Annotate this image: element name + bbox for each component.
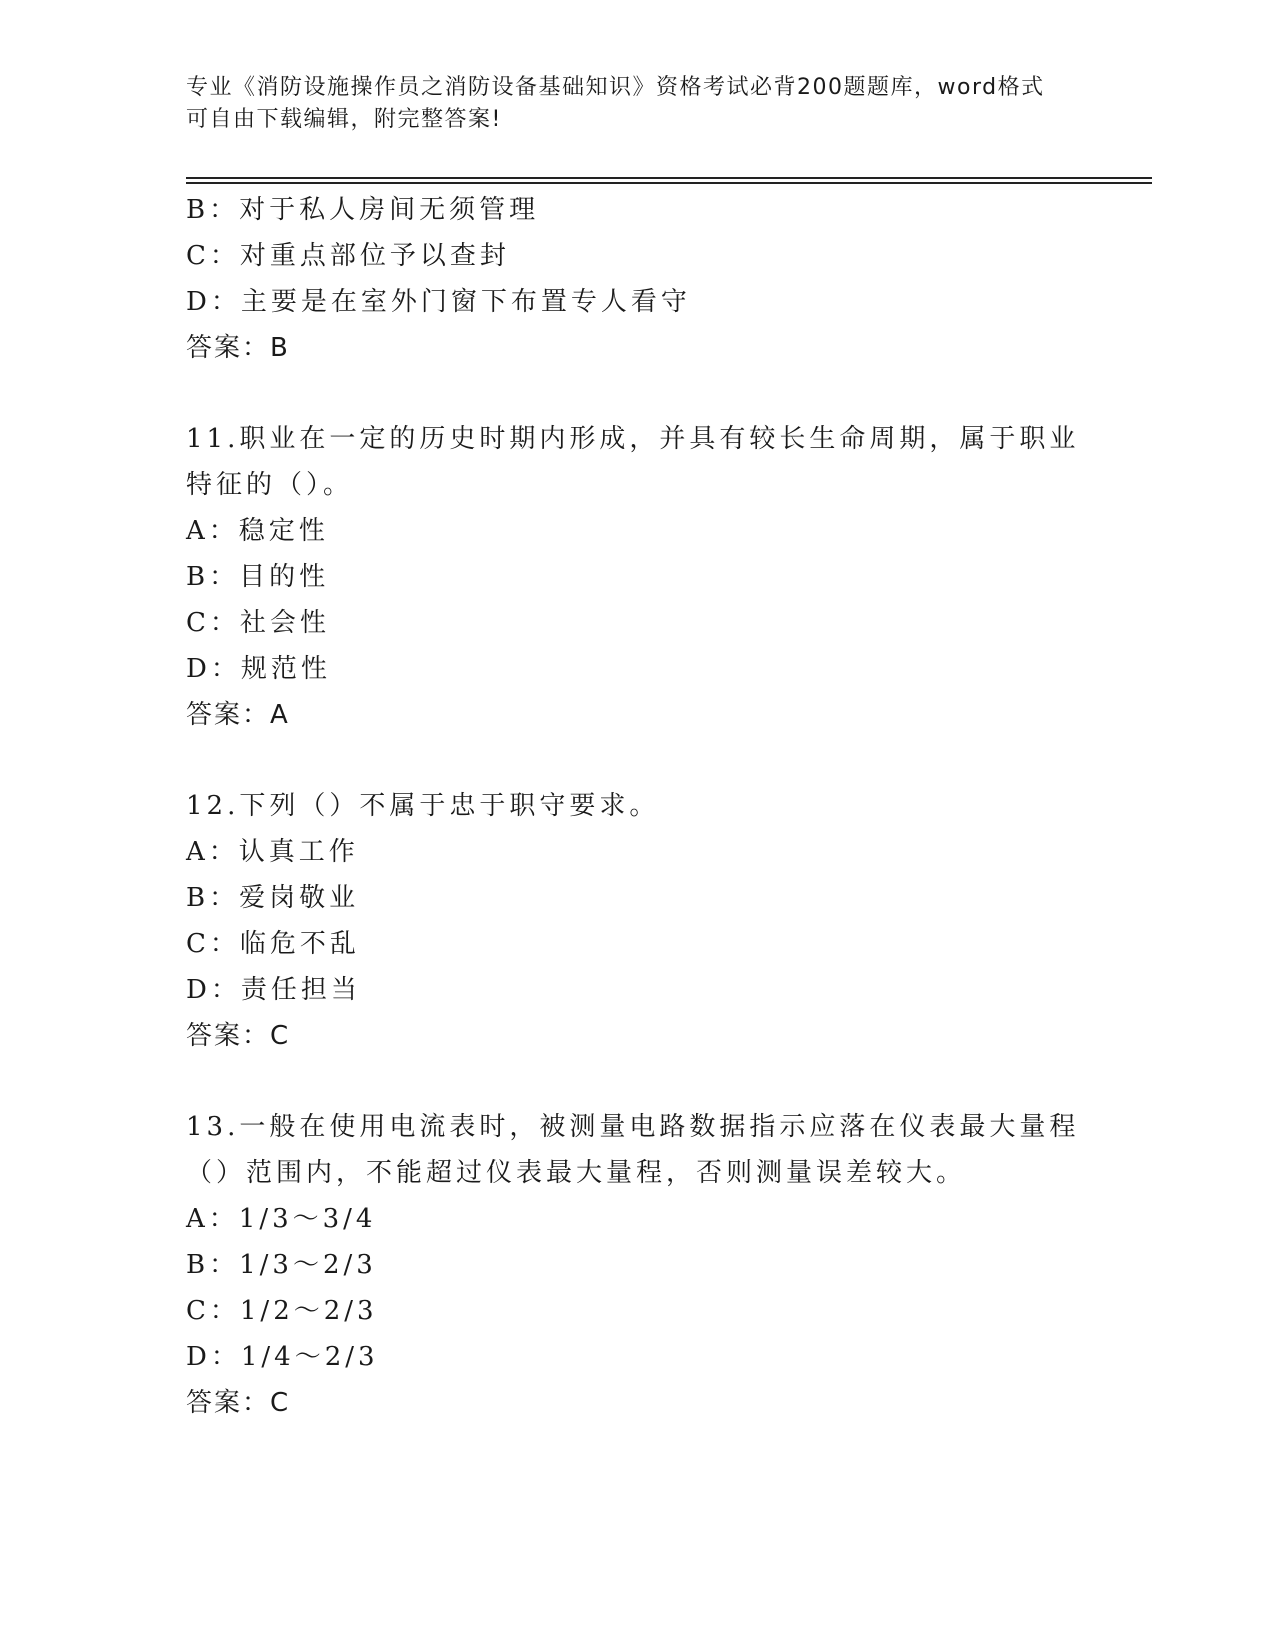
- option-c: C：社会性: [186, 608, 330, 638]
- option-d: D：1/4～2/3: [186, 1342, 379, 1372]
- question-text: 11.职业在一定的历史时期内形成，并具有较长生命周期，属于职业特征的（）。: [186, 424, 1080, 500]
- option-a: A：认真工作: [186, 837, 359, 867]
- option-c: C：对重点部位予以查封: [186, 241, 510, 271]
- option-a: A：1/3～3/4: [186, 1204, 377, 1234]
- header-rule-bottom: [186, 182, 1152, 184]
- question-gap: [186, 738, 1086, 783]
- header-title: 专业《消防设施操作员之消防设备基础知识》资格考试必背200题题库，word格式可自由下载编辑，附完整答案!: [186, 75, 1045, 132]
- document-header: [186, 72, 1066, 136]
- option-b: B：1/3～2/3: [186, 1250, 377, 1280]
- question-block-13: [186, 1104, 1086, 1426]
- question-block-12: [186, 783, 1086, 1059]
- answer-line: 答案：A: [186, 700, 290, 730]
- option-b: B：爱岗敬业: [186, 883, 360, 913]
- option-b: B：目的性: [186, 562, 330, 592]
- question-block-11: [186, 416, 1086, 738]
- question-text: 13.一般在使用电流表时，被测量电路数据指示应落在仪表最大量程（）范围内，不能超过仪表最大量程，否则测量误差较大。: [186, 1112, 1080, 1188]
- answer-line: 答案：C: [186, 1021, 291, 1051]
- option-c: C：临危不乱: [186, 929, 360, 959]
- answer-line: 答案：C: [186, 1388, 291, 1418]
- question-gap: [186, 1059, 1086, 1104]
- option-d: D：责任担当: [186, 975, 361, 1005]
- option-d: D：规范性: [186, 654, 331, 684]
- option-c: C：1/2～2/3: [186, 1296, 378, 1326]
- question-gap: [186, 371, 1086, 416]
- option-b: B：对于私人房间无须管理: [186, 195, 540, 225]
- option-a: A：稳定性: [186, 516, 329, 546]
- question-text: 12.下列（）不属于忠于职守要求。: [186, 791, 660, 821]
- header-rule-top: [186, 177, 1152, 179]
- option-d: D：主要是在室外门窗下布置专人看守: [186, 287, 691, 317]
- question-block-partial: [186, 187, 1086, 371]
- question-list: [186, 187, 1086, 1426]
- answer-line: 答案：B: [186, 333, 290, 363]
